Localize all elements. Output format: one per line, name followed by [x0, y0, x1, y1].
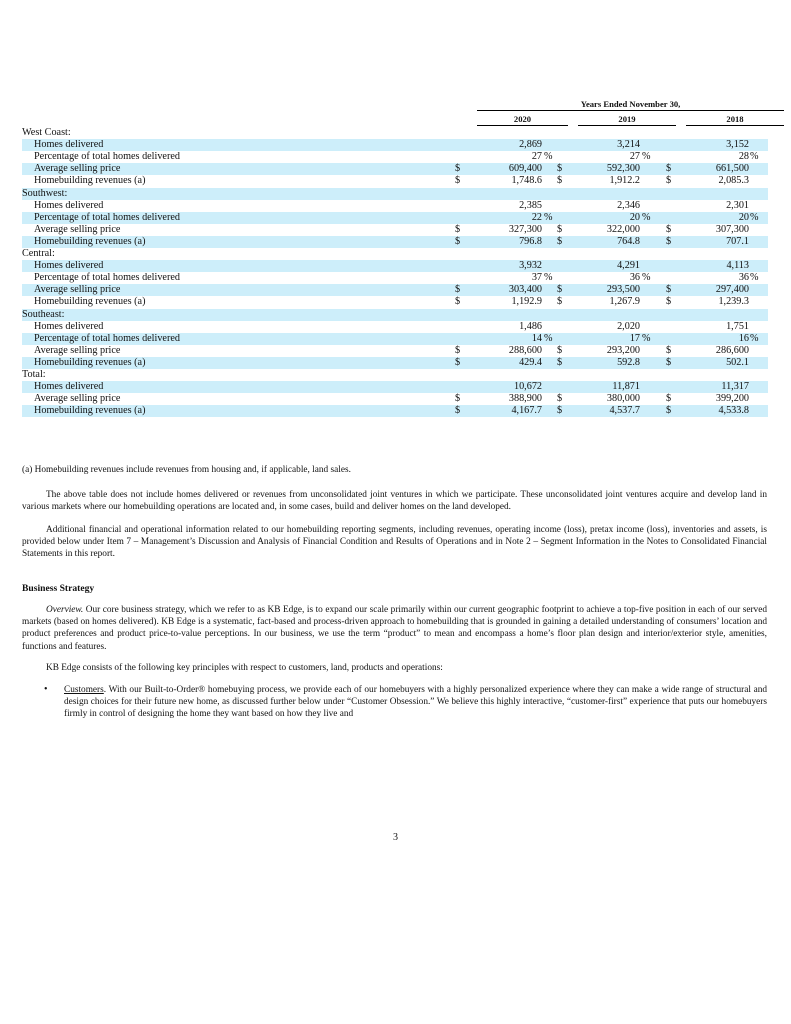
dollar-sign: $	[666, 344, 672, 356]
bullet-customers	[64, 684, 767, 721]
year-rule	[686, 125, 784, 126]
percent-sign: %	[642, 151, 651, 163]
paragraph-principles: KB Edge consists of the following key principles with respect to customers, land, products and operations:	[46, 663, 443, 673]
section-row	[22, 127, 768, 139]
dollar-sign: $	[455, 356, 461, 368]
cell-value: 10,672	[513, 381, 542, 393]
cell-value: 303,400	[508, 284, 542, 296]
percent-sign: %	[750, 151, 759, 163]
footnote-a: (a) Homebuilding revenues include revenues from housing and, if applicable, land sales.	[22, 465, 351, 475]
table-row	[22, 345, 768, 357]
cell-value: 4,533.8	[718, 405, 749, 417]
row-label: Homebuilding revenues (a)	[34, 175, 146, 187]
dollar-sign: $	[557, 235, 563, 247]
section-row	[22, 369, 768, 381]
cell-value: 327,300	[508, 223, 542, 235]
cell-value: 11,871	[612, 381, 640, 393]
percent-sign: %	[544, 151, 553, 163]
paragraph-overview	[22, 604, 767, 653]
cell-value: 1,912.2	[609, 175, 640, 187]
cell-value: 17	[629, 332, 640, 344]
cell-value: 307,300	[715, 223, 749, 235]
section-heading: Business Strategy	[22, 583, 95, 594]
cell-value: 2,085.3	[718, 175, 749, 187]
cell-value: 661,500	[715, 163, 749, 175]
dollar-sign: $	[455, 163, 461, 175]
cell-value: 764.8	[617, 235, 640, 247]
cell-value: 286,600	[715, 344, 749, 356]
cell-value: 1,239.3	[718, 296, 749, 308]
dollar-sign: $	[666, 296, 672, 308]
paragraph-joint-ventures: The above table does not include homes delivered or revenues from unconsolidated joint ventures in which we participate. These unconsolidated joint ventures acquire and develop land in various markets where our homebuilding operations are located and, in some cases, build and deliver homes on the land developed.	[22, 490, 767, 513]
table-row	[22, 139, 768, 151]
year-2019-header: 2019	[618, 114, 636, 124]
table-row	[22, 284, 768, 296]
year-2018-header: 2018	[726, 114, 744, 124]
section-row	[22, 188, 768, 200]
year-2020-header: 2020	[513, 114, 532, 124]
dollar-sign: $	[557, 163, 563, 175]
dollar-sign: $	[557, 344, 563, 356]
cell-value: 2,869	[519, 139, 542, 151]
table-row	[22, 357, 768, 369]
row-label: Homes delivered	[34, 260, 104, 272]
row-label: Average selling price	[34, 344, 121, 356]
table-row	[22, 321, 768, 333]
table-row	[22, 272, 768, 284]
dollar-sign: $	[557, 284, 563, 296]
table-header: Years Ended November 30,	[580, 99, 681, 109]
table-row	[22, 393, 768, 405]
cell-value: 4,167.7	[511, 405, 542, 417]
row-label: Homes delivered	[34, 199, 104, 211]
dollar-sign: $	[455, 235, 461, 247]
cell-value: 37	[531, 272, 542, 284]
table-row	[22, 333, 768, 345]
row-label: Percentage of total homes delivered	[34, 211, 180, 223]
page-number: 3	[393, 832, 398, 843]
dollar-sign: $	[557, 356, 563, 368]
table-row	[22, 260, 768, 272]
cell-value: 28	[738, 151, 749, 163]
table-row	[22, 381, 768, 393]
percent-sign: %	[750, 272, 759, 284]
bullet-marker: •	[44, 684, 48, 695]
cell-value: 36	[738, 272, 749, 284]
cell-value: 20	[629, 211, 640, 223]
table-row	[22, 224, 768, 236]
table-row	[22, 175, 768, 187]
row-label: Homebuilding revenues (a)	[34, 235, 146, 247]
cell-value: 297,400	[715, 284, 749, 296]
dollar-sign: $	[557, 393, 563, 405]
dollar-sign: $	[455, 223, 461, 235]
row-label: Average selling price	[34, 163, 121, 175]
cell-value: 609,400	[508, 163, 542, 175]
percent-sign: %	[544, 211, 553, 223]
year-rule	[477, 125, 568, 126]
section-row	[22, 309, 768, 321]
row-label: Homebuilding revenues (a)	[34, 405, 146, 417]
section-label: Southeast:	[22, 308, 65, 320]
dollar-sign: $	[455, 175, 461, 187]
percent-sign: %	[750, 332, 759, 344]
overview-text: Our core business strategy, which we refer to as KB Edge, is to expand our scale primarily within our current geographic footprint to achieve a top-five position in each of our served markets (based on homes delivered). KB Edge is a systematic, fact-based and process-driven approach to homebuilding that is grounded in gaining a detailed understanding of consumers’ location and product preferences and product price-to-value perceptions. In our business, we use the term “product” to mean and encompass a home’s floor plan design and interior/exterior style, amenities, functions and features.	[22, 605, 767, 652]
cell-value: 592,300	[606, 163, 640, 175]
dollar-sign: $	[455, 405, 461, 417]
percent-sign: %	[544, 272, 553, 284]
dollar-sign: $	[666, 356, 672, 368]
cell-value: 293,200	[606, 344, 640, 356]
cell-value: 322,000	[606, 223, 640, 235]
percent-sign: %	[642, 332, 651, 344]
paragraph-additional-info: Additional financial and operational information related to our homebuilding reporting segments, including revenues, operating income (loss), pretax income (loss), inventories and assets, is provided below under Item 7 – Management’s Discussion and Analysis of Financial Condition and Results of Operations and in Note 2 – Segment Information in the Notes to Consolidated Financial Statements in this report.	[22, 525, 767, 560]
row-label: Percentage of total homes delivered	[34, 272, 180, 284]
table-row	[22, 163, 768, 175]
row-label: Homes delivered	[34, 139, 104, 151]
cell-value: 388,900	[508, 393, 542, 405]
cell-value: 399,200	[715, 393, 749, 405]
section-row	[22, 248, 768, 260]
cell-value: 14	[531, 332, 542, 344]
dollar-sign: $	[455, 284, 461, 296]
cell-value: 592.8	[617, 356, 640, 368]
cell-value: 22	[531, 211, 542, 223]
cell-value: 1,267.9	[609, 296, 640, 308]
row-label: Percentage of total homes delivered	[34, 151, 180, 163]
dollar-sign: $	[557, 405, 563, 417]
dollar-sign: $	[666, 235, 672, 247]
dollar-sign: $	[666, 175, 672, 187]
row-label: Homebuilding revenues (a)	[34, 296, 146, 308]
table-row	[22, 405, 768, 417]
cell-value: 20	[738, 211, 749, 223]
dollar-sign: $	[455, 344, 461, 356]
cell-value: 429.4	[519, 356, 542, 368]
cell-value: 1,192.9	[511, 296, 542, 308]
table-row	[22, 236, 768, 248]
percent-sign: %	[750, 211, 759, 223]
cell-value: 796.8	[519, 235, 542, 247]
cell-value: 293,500	[606, 284, 640, 296]
row-label: Homebuilding revenues (a)	[34, 356, 146, 368]
dollar-sign: $	[557, 223, 563, 235]
dollar-sign: $	[666, 284, 672, 296]
section-label: Central:	[22, 248, 55, 259]
percent-sign: %	[642, 272, 651, 284]
dollar-sign: $	[557, 175, 563, 187]
row-label: Percentage of total homes delivered	[34, 332, 180, 344]
table-row	[22, 212, 768, 224]
section-label: Southwest:	[22, 187, 68, 199]
percent-sign: %	[642, 211, 651, 223]
overview-label: Overview.	[46, 605, 84, 615]
cell-value: 27	[629, 151, 640, 163]
row-label: Homes delivered	[34, 381, 104, 393]
header-rule	[477, 110, 784, 111]
row-label: Average selling price	[34, 223, 121, 235]
cell-value: 27	[531, 151, 542, 163]
cell-value: 4,291	[617, 260, 640, 272]
cell-value: 1,748.6	[511, 175, 542, 187]
cell-value: 380,000	[606, 393, 640, 405]
dollar-sign: $	[557, 296, 563, 308]
cell-value: 2,301	[726, 199, 749, 211]
cell-value: 11,317	[721, 381, 749, 393]
year-rule	[578, 125, 676, 126]
section-label: West Coast:	[22, 127, 71, 138]
cell-value: 36	[629, 272, 640, 284]
dollar-sign: $	[666, 393, 672, 405]
cell-value: 4,537.7	[609, 405, 640, 417]
dollar-sign: $	[666, 163, 672, 175]
cell-value: 2,020	[617, 320, 640, 332]
row-label: Average selling price	[34, 284, 121, 296]
customers-label: Customers	[64, 685, 104, 695]
cell-value: 707.1	[726, 235, 749, 247]
cell-value: 288,600	[508, 344, 542, 356]
table-row	[22, 296, 768, 308]
customers-text: . With our Built-to-Order® homebuying process, we provide each of our homebuyers with a highly personalized experience where they can make a wide range of structural and design choices for their future new home, as discussed further below under “Customer Obsession.” We believe this highly interactive, “customer-first” experience that puts our homebuyers firmly in control of designing the home they want based on how they live and	[64, 685, 767, 720]
cell-value: 3,932	[519, 260, 542, 272]
cell-value: 3,152	[726, 139, 749, 151]
dollar-sign: $	[455, 296, 461, 308]
cell-value: 2,385	[519, 199, 542, 211]
dollar-sign: $	[666, 223, 672, 235]
table-row	[22, 200, 768, 212]
percent-sign: %	[544, 332, 553, 344]
cell-value: 1,751	[726, 320, 749, 332]
section-label: Total:	[22, 369, 46, 380]
cell-value: 1,486	[519, 320, 542, 332]
dollar-sign: $	[666, 405, 672, 417]
cell-value: 502.1	[726, 356, 749, 368]
table-row	[22, 151, 768, 163]
cell-value: 2,346	[617, 199, 640, 211]
row-label: Average selling price	[34, 393, 121, 405]
row-label: Homes delivered	[34, 320, 104, 332]
cell-value: 16	[738, 332, 749, 344]
cell-value: 3,214	[617, 139, 640, 151]
dollar-sign: $	[455, 393, 461, 405]
cell-value: 4,113	[726, 260, 749, 272]
